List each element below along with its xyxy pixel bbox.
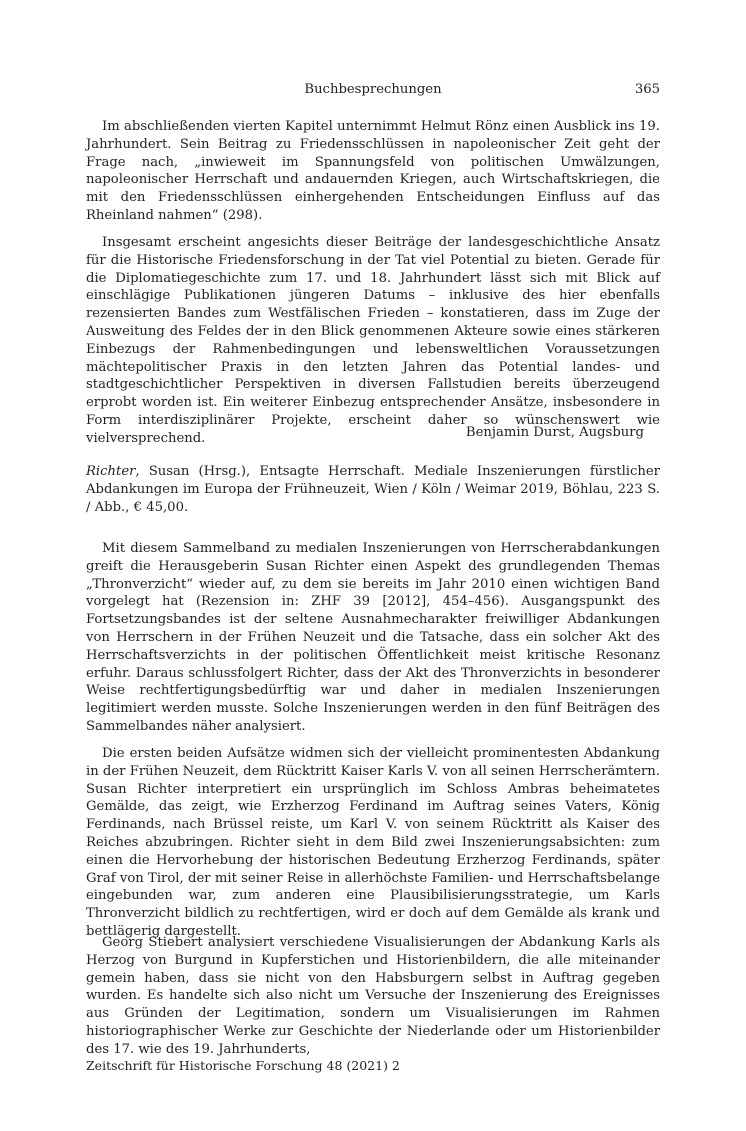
review1-paragraph-2 (86, 234, 660, 448)
review1-paragraph-1 (86, 118, 660, 225)
review2-paragraph-3 (86, 934, 660, 1059)
paragraph-text: Im abschließenden vierten Kapitel unternimmt Helmut Rönz einen Ausblick ins 19. Jahrhundert. Sein Beitrag zu Friedensschlüssen in napoleonischer Zeit geht der Frage nach, „inwieweit im Spannungsfeld von politischen Umwälzungen, napoleonischer Herrschaft und andauernden Kriegen, auch Wirtschaftskriegen, die mit den Friedensschlüssen einhergehenden Entscheidungen Einfluss auf das Rheinland nahmen“ (298). (86, 119, 660, 223)
bibliographic-entry (86, 463, 660, 516)
journal-footer: Zeitschrift für Historische Forschung 48 (2021) 2 (86, 1058, 400, 1073)
reviewer-signature: Benjamin Durst, Augsburg (465, 425, 644, 440)
review2-paragraph-2 (86, 745, 660, 941)
running-header (86, 82, 660, 102)
paragraph-text: Mit diesem Sammelband zu medialen Inszenierungen von Herrscherabdankungen greift die Herausgeberin Susan Richter einen Aspekt des grundlegenden Themas „Thronverzicht“ wieder auf, zu dem sie bereits im Jahr 2010 einen wichtigen Band vorgelegt hat (Rezension in: ZHF 39 [2012], 454–456). Ausgangspunkt des Fortsetzungsbandes ist der seltene Ausnahmecharakter freiwilliger Abdankungen von Herrschern in der Frühen Neuzeit und die Tatsache, dass ein solcher Akt des Herrschaftsverzichts in der politischen Öffentlichkeit meist kritische Resonanz erfuhr. Daraus schlussfolgert Richter, dass der Akt des Thronverzichts in besonderer Weise rechtfertigungsbedürftig war und daher in medialen Inszenierungen legitimiert werden musste. Solche Inszenierungen werden in den fünf Beiträgen des Sammelbandes näher analysiert. (86, 541, 660, 734)
bib-author: Richter (86, 464, 136, 479)
review2-paragraph-1 (86, 540, 660, 736)
paragraph-text: Insgesamt erscheint angesichts dieser Beiträge der landesgeschichtliche Ansatz für die Historische Friedensforschung in der Tat viel Potential zu bieten. Gerade für die Diplomatiegeschichte zum 17. und 18. Jahrhundert lässt sich mit Blick auf einschlägige Publikationen jüngeren Datums – inklusive des hier ebenfalls rezensierten Bandes zum Westfälischen Frieden – konstatieren, dass im Zuge der Ausweitung des Feldes der in den Blick genommenen Akteure sowie eines stärkeren Einbezugs der Rahmenbedingungen und lebensweltlichen Voraussetzungen mächtepolitischer Praxis in den letzten Jahren das Potential landes- und stadtgeschichtlicher Perspektiven in diversen Fallstudien bereits überzeugend erprobt worden ist. Ein weiterer Einbezug entsprechender Ansätze, insbesondere in Form interdisziplinärer Projekte, erscheint daher so wünschenswert wie vielversprechend. (86, 235, 660, 446)
bib-text (86, 463, 660, 516)
page-number: 365 (634, 82, 660, 97)
running-title: Buchbesprechungen (304, 82, 442, 97)
paragraph-text: Die ersten beiden Aufsätze widmen sich der vielleicht prominentesten Abdankung in der Frühen Neuzeit, dem Rücktritt Kaiser Karls V. von all seinen Herrscherämtern. Susan Richter interpretiert ein ursprünglich im Schloss Ambras beheimatetes Gemälde, das zeigt, wie Erzherzog Ferdinand im Auftrag seines Vaters, König Ferdinands, nach Brüssel reiste, um Karl V. von seinem Rücktritt als Kaiser des Reiches abzubringen. Richter sieht in dem Bild zwei Inszenierungsabsichten: zum einen die Hervorhebung der historischen Bedeutung Erzherzog Ferdinands, später Graf von Tirol, der mit seiner Reise in allerhöchste Familien- und Herrschaftsbelange eingebunden war, zum anderen eine Plausibilisierungsstrategie, um Karls Thronverzicht bildlich zu rechtfertigen, wird er doch auf dem Gemälde als krank und bettlägerig dargestellt. (86, 746, 660, 939)
paragraph-text: Georg Stiebert analysiert verschiedene Visualisierungen der Abdankung Karls als Herzog von Burgund in Kupferstichen und Historienbildern, die alle miteinander gemein haben, dass sie nicht von den Habsburgern selbst in Auftrag gegeben wurden. Es handelte sich also nicht um Versuche der Inszenierung des Ereignisses aus Gründen der Legitimation, sondern um Visualisierungen im Rahmen historiographischer Werke zur Geschichte der Niederlande oder um Historienbilder des 17. wie des 19. Jahrhunderts, (86, 935, 660, 1057)
bib-details: , Susan (Hrsg.), Entsagte Herrschaft. Mediale Inszenierungen fürstlicher Abdankungen im Europa der Frühneuzeit, Wien / Köln / Weimar 2019, Böhlau, 223 S. / Abb., € 45,00. (86, 464, 660, 515)
